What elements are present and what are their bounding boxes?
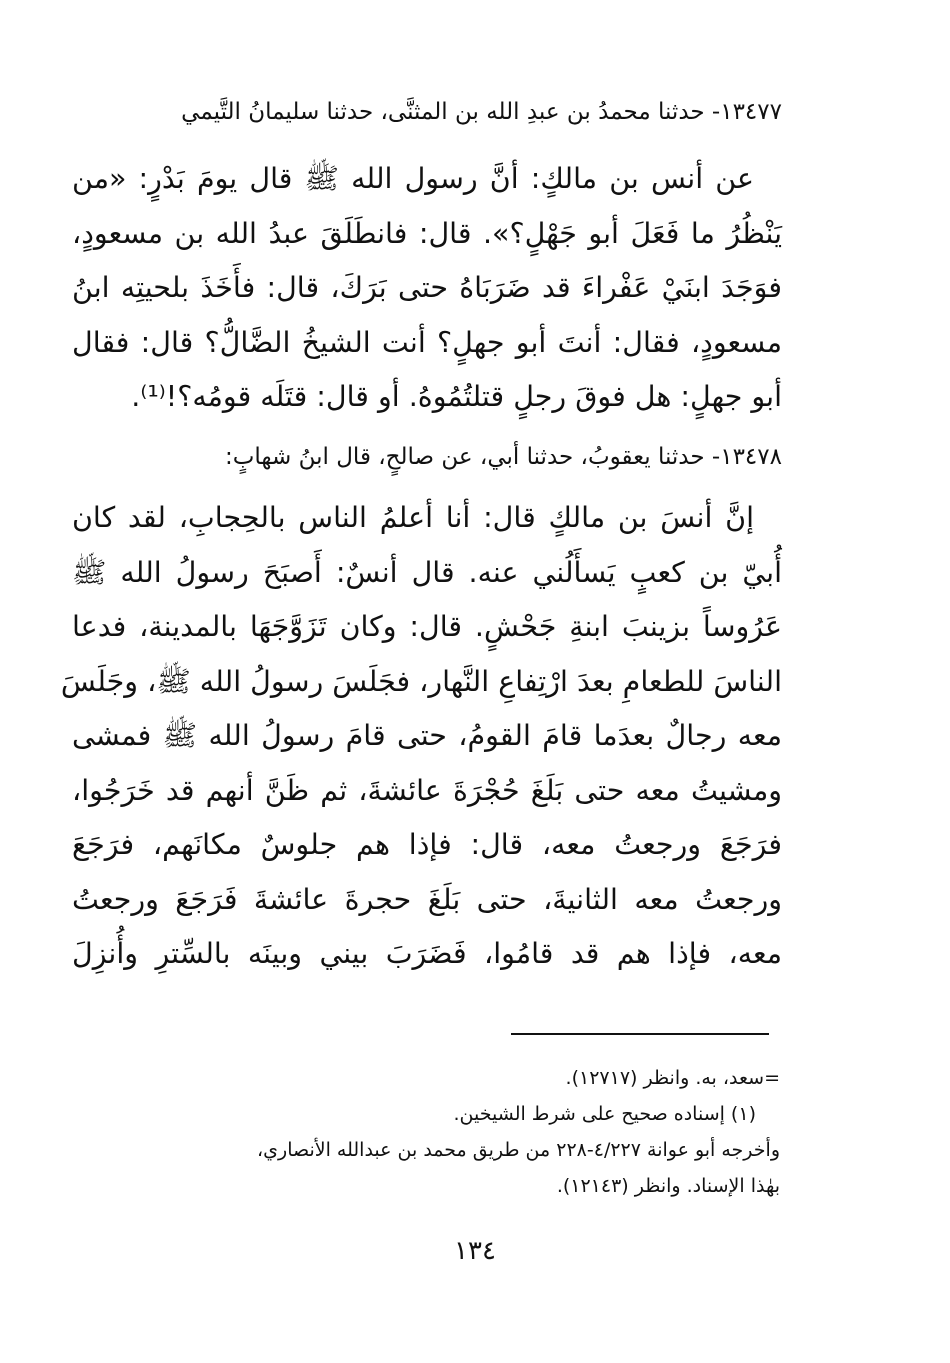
hadith-line: أبو جهلٍ: هل فوقَ رجلٍ قتلتُمُوهُ. أو قال: قتَلَه قومُه؟!⁽¹⁾. [131,380,782,413]
hadith-heading-text: ١٣٤٧٨- حدثنا يعقوبُ، حدثنا أبي، عن صالحٍ، قال ابنُ شهابٍ: [225,444,782,470]
hadith-line: يَنْظُرُ ما فَعَلَ أبو جَهْلٍ؟». قال: فانطَلَقَ عبدُ الله بن مسعودٍ، [72,216,782,250]
hadith-line: ومشيتُ معه حتى بَلَغَ حُجْرَةَ عائشةَ، ثم ظَنَّ أنهم قد خَرَجُوا، [72,773,782,807]
hadith-line: عَرُوساً بزينبَ ابنةِ جَحْشٍ. قال: وكان تَزَوَّجَهَا بالمدينة، فدعا [72,610,782,643]
hadith-heading-text: ١٣٤٧٧- حدثنا محمدُ بن عبدِ الله بن المثنَّى، حدثنا سليمانُ التَّيمي [181,99,782,125]
hadith-line: الناسَ للطعامِ بعدَ ارْتِفاعِ النَّهار، فجَلَسَ رسولُ الله ﷺ، وجَلَسَ [60,664,782,698]
footnote-divider [511,1033,769,1035]
hadith-line: أُبيّ بن كعبٍ يَسأَلُني عنه. قال أنسٌ: أَصبَحَ رسولُ الله ﷺ [72,555,782,589]
page-number: ١٣٤ [454,1236,496,1266]
footnote-line: =سعد، به. وانظر (١٢٧١٧). [565,1067,780,1089]
hadith-13477-heading [72,92,782,132]
footnote-line: وأخرجه أبو عوانة ٤/٢٢٧-٢٢٨ من طريق محمد بن عبدالله الأنصاري، [257,1139,780,1161]
hadith-13477-text [72,152,782,425]
hadith-line: فرَجَعَ ورجعتُ معه، قال: فإذا هم جلوسٌ مكانَهم، فرَجَعَ [72,828,782,861]
hadith-line: معه رجالٌ بعدَما قامَ القومُ، حتى قامَ رسولُ الله ﷺ فمشى [72,719,782,752]
hadith-13478-text [60,491,782,982]
hadith-line: عن أنس بن مالكٍ: أنَّ رسول الله ﷺ قال يومَ بَدْرٍ: «من [72,162,754,195]
hadith-line: ورجعتُ معه الثانيةَ، حتى بَلَغَ حجرةَ عائشةَ فَرَجَعَ ورجعتُ [72,882,782,916]
hadith-line: مسعودٍ، فقال: أنتَ أبو جهلٍ؟ أنت الشيخُ الضَّالُّ؟ قال: فقال [72,325,782,359]
hadith-line: فوَجَدَ ابنَيْ عَفْراءَ قد ضَرَبَاهُ حتى بَرَكَ، قال: فأَخَذَ بلحيتِه ابنُ [72,271,782,304]
hadith-line: معه، فإذا هم قد قامُوا، فَضَرَبَ بيني وبينَه بالسِّترِ وأُنزِلَ [72,937,782,970]
hadith-13478-heading [72,437,782,477]
footnotes [72,1060,780,1204]
hadith-line: إنَّ أنسَ بن مالكٍ قال: أنا أعلمُ الناس بالحِجابِ، لقد كان [72,501,754,534]
footnote-line: (١) إسناده صحيح على شرط الشيخين. [453,1103,756,1125]
footnote-line: بهٰذا الإسناد. وانظر (١٢١٤٣). [556,1175,780,1197]
